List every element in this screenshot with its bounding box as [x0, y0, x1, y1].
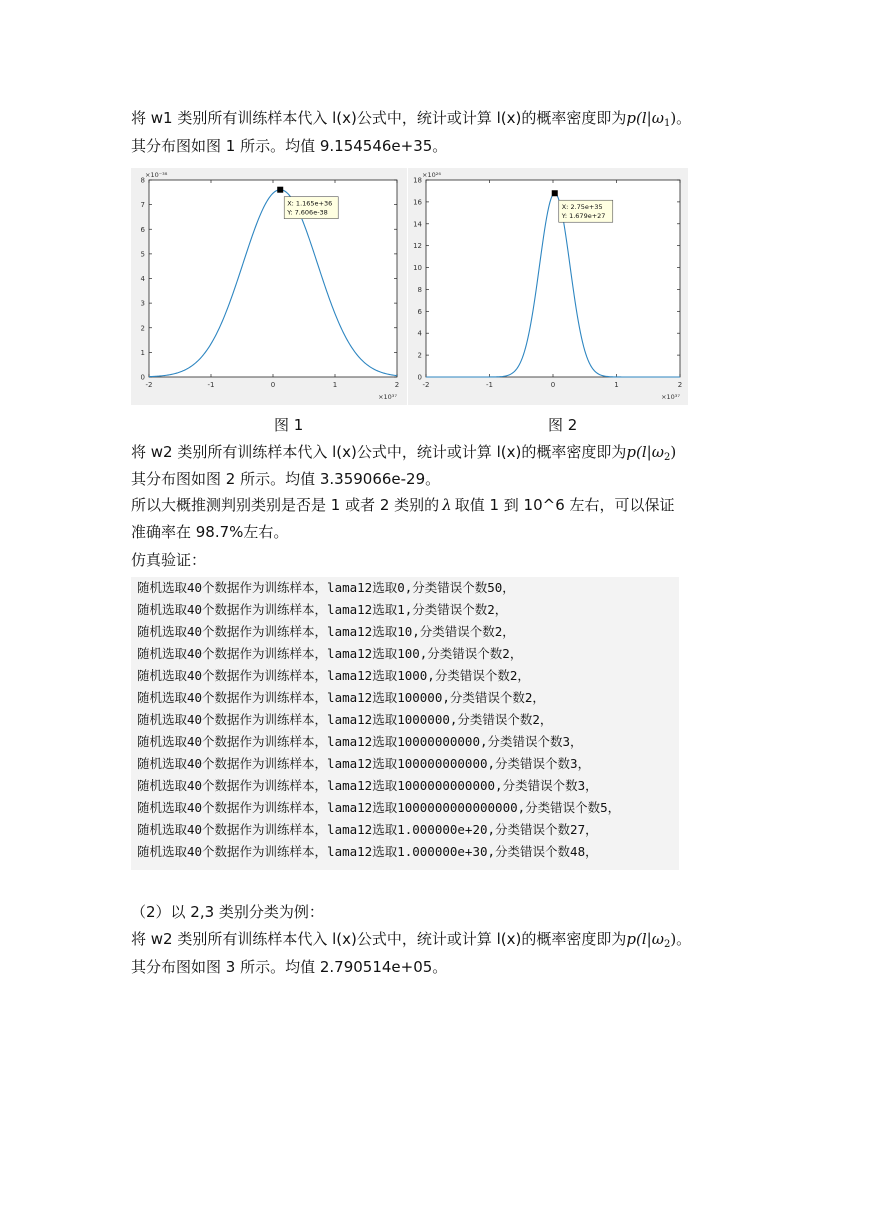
plot-area — [426, 180, 680, 377]
plot-area — [149, 180, 397, 377]
console-line: 随机选取40个数据作为训练样本，lama12选取1.000000e+30,分类错误个数48， — [137, 844, 598, 859]
y-tick-label: 4 — [140, 275, 145, 283]
formula-p-l-w1: $p(l|\omega_1)$。 — [626, 109, 692, 129]
paragraph-w2-class23-line1: 将 w2 类别所有训练样本代入 l(x)公式中，统计或计算 l(x)的概率密度即为$p(l|\omega_2)$。 — [131, 930, 692, 950]
x-exponent-label: ×10³⁷ — [661, 393, 680, 401]
console-line: 随机选取40个数据作为训练样本，lama12选取100000000000,分类错误个数3， — [137, 756, 591, 771]
y-tick-label: 18 — [413, 176, 422, 185]
paragraph-w1-line1 — [131, 108, 691, 134]
figure-1 — [131, 168, 407, 405]
console-line: 随机选取40个数据作为训练样本，lama12选取1000000000000000,分类错误个数5， — [137, 800, 621, 815]
section-simulation-label: 仿真验证： — [131, 551, 207, 569]
text-w2-intro: 将 w2 类别所有训练样本代入 l(x)公式中，统计或计算 l(x)的概率密度即为 — [131, 443, 627, 461]
x-tick-label: 1 — [332, 381, 338, 389]
x-tick-label: 0 — [270, 381, 276, 389]
console-line: 随机选取40个数据作为训练样本，lama12选取1.000000e+20,分类错误个数27， — [137, 822, 598, 837]
datatip-y-label: Y: 1.679e+27 — [561, 212, 606, 221]
y-tick-label: 4 — [417, 329, 422, 338]
y-tick-label: 6 — [140, 225, 145, 234]
datatip-marker — [277, 187, 283, 193]
paragraph-w1-line2: 其分布图如图 1 所示。均值 9.154546e+35。 — [131, 137, 448, 155]
y-tick-label: 5 — [140, 250, 145, 259]
paragraph-w2-line1 — [131, 442, 676, 468]
x-tick-label: -1 — [207, 381, 215, 389]
x-tick-label: 2 — [394, 381, 400, 389]
y-tick-label: 6 — [417, 307, 422, 316]
y-tick-label: 0 — [140, 373, 145, 382]
console-line: 随机选取40个数据作为训练样本，lama12选取1000000000000,分类错误个数3， — [137, 778, 598, 793]
paragraph-w2-class23-line2: 其分布图如图 3 所示。均值 2.790514e+05。 — [131, 958, 448, 976]
datatip-x-label: X: 1.165e+36 — [287, 199, 333, 208]
console-line: 随机选取40个数据作为训练样本，lama12选取10,分类错误个数2， — [137, 624, 515, 639]
caption-figure-2: 图 2 — [548, 416, 578, 434]
console-line: 随机选取40个数据作为训练样本，lama12选取1000000,分类错误个数2， — [137, 712, 553, 727]
formula-p-l-w2: $p(l|\omega_2)$ — [626, 443, 677, 463]
console-line: 随机选取40个数据作为训练样本，lama12选取10000000000,分类错误个数3， — [137, 734, 583, 749]
y-exponent-label: ×10²⁶ — [422, 171, 441, 179]
y-tick-label: 2 — [140, 324, 145, 333]
paragraph-conclusion-line1: 所以大概推测判别类别是否是 1 或者 2 类别的 λ 取值 1 到 10^6 左右，可以保证 — [131, 496, 675, 514]
y-tick-label: 7 — [140, 201, 145, 210]
datatip-x-label: X: 2.75e+35 — [561, 203, 603, 212]
formula-p-l-w2: $p(l|\omega_2)$。 — [626, 930, 692, 950]
caption-figure-1: 图 1 — [274, 416, 304, 434]
y-tick-label: 2 — [417, 351, 422, 360]
console-line: 随机选取40个数据作为训练样本，lama12选取100000,分类错误个数2， — [137, 690, 545, 705]
console-line: 随机选取40个数据作为训练样本，lama12选取0,分类错误个数50， — [137, 580, 515, 595]
x-tick-label: -1 — [486, 381, 493, 389]
datatip-marker — [552, 190, 558, 196]
x-tick-label: -2 — [422, 381, 430, 389]
figure-2-chart — [408, 168, 688, 405]
y-tick-label: 3 — [140, 299, 145, 308]
console-line: 随机选取40个数据作为训练样本，lama12选取1,分类错误个数2， — [137, 602, 508, 617]
datatip-y-label: Y: 7.606e-38 — [287, 208, 328, 217]
text-w1-intro: 将 w1 类别所有训练样本代入 l(x)公式中，统计或计算 l(x)的概率密度即为 — [131, 109, 627, 127]
y-tick-label: 8 — [417, 285, 422, 294]
x-tick-label: 1 — [614, 381, 619, 389]
y-tick-label: 16 — [413, 198, 422, 207]
lambda-symbol: λ — [442, 496, 452, 514]
y-tick-label: 14 — [413, 220, 422, 229]
console-output — [131, 577, 679, 870]
console-line: 随机选取40个数据作为训练样本，lama12选取100,分类错误个数2， — [137, 646, 523, 661]
x-exponent-label: ×10³⁷ — [378, 393, 397, 401]
y-tick-label: 0 — [417, 373, 422, 382]
x-tick-label: 2 — [677, 381, 683, 389]
y-tick-label: 12 — [413, 242, 422, 251]
y-exponent-label: ×10⁻³⁸ — [145, 171, 168, 179]
x-tick-label: -2 — [145, 381, 153, 389]
paragraph-conclusion-line2: 准确率在 98.7%左右。 — [131, 523, 289, 541]
paragraph-w2-line2: 其分布图如图 2 所示。均值 3.359066e-29。 — [131, 470, 441, 488]
section-2-heading: （2）以 2,3 类别分类为例： — [131, 903, 324, 921]
y-tick-label: 10 — [413, 264, 422, 273]
y-tick-label: 1 — [140, 348, 145, 357]
figure-1-chart — [131, 168, 407, 405]
console-line: 随机选取40个数据作为训练样本，lama12选取1000,分类错误个数2， — [137, 668, 530, 683]
y-tick-label: 8 — [140, 176, 145, 185]
figure-2 — [408, 168, 688, 405]
x-tick-label: 0 — [550, 381, 556, 389]
